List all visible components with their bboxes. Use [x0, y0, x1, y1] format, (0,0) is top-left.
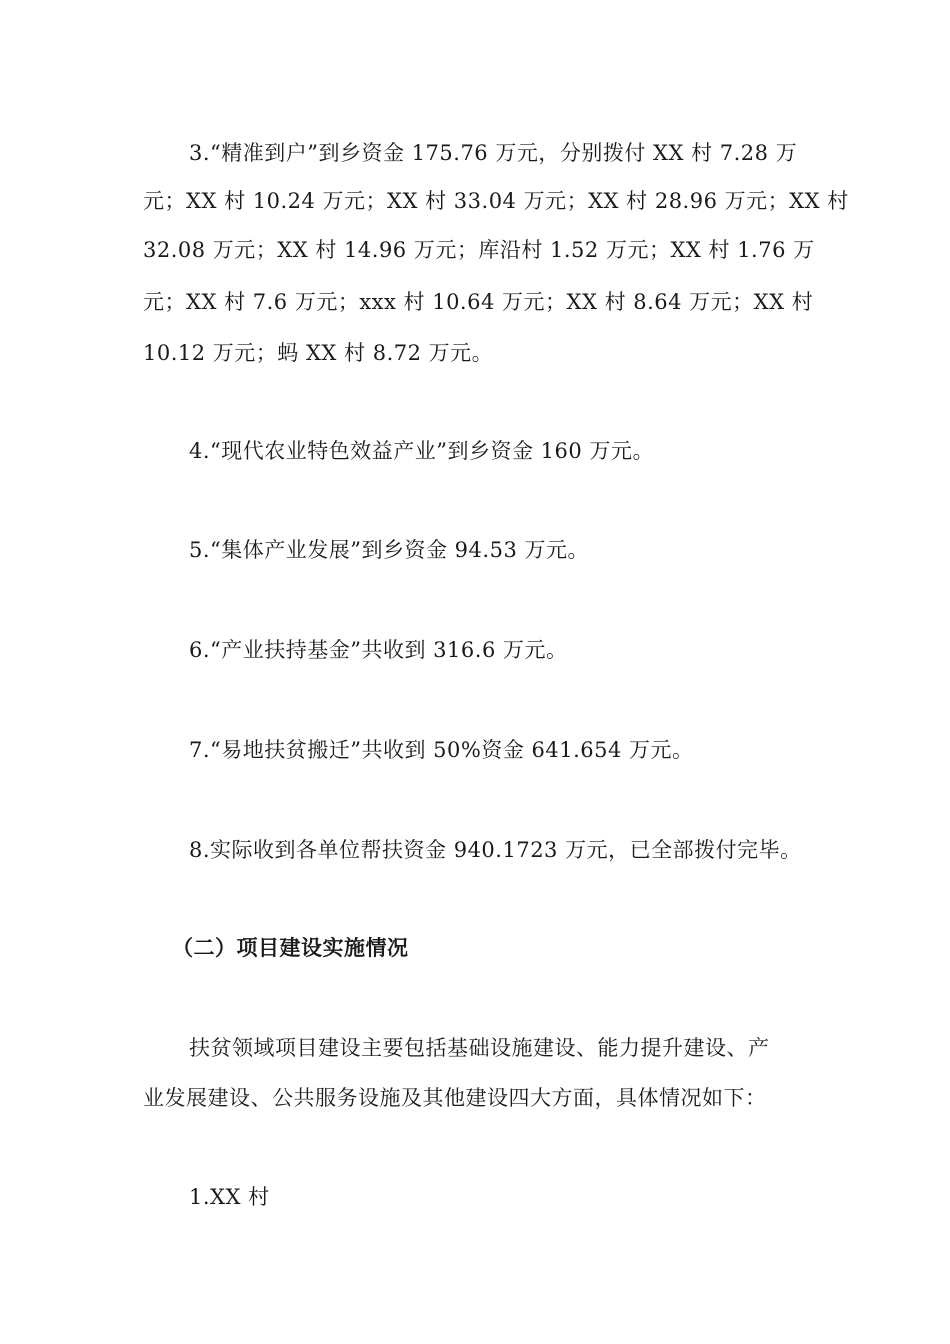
item-3-line-4: 元；XX 村 7.6 万元；xxx 村 10.64 万元；XX 村 8.64 万元；XX 村 [143, 290, 814, 314]
intro-line-2: 业发展建设、公共服务设施及其他建设四大方面，具体情况如下： [143, 1086, 767, 1110]
item-4: 4.“现代农业特色效益产业”到乡资金 160 万元。 [189, 439, 654, 463]
item-3-line-2: 元；XX 村 10.24 万元；XX 村 33.04 万元；XX 村 28.96 万元；XX 村 [143, 189, 849, 213]
item-3-line-3: 32.08 万元；XX 村 14.96 万元；库沿村 1.52 万元；XX 村 1.76 万 [143, 238, 815, 262]
item-7: 7.“易地扶贫搬迁”共收到 50%资金 641.654 万元。 [189, 738, 694, 762]
item-3-line-5: 10.12 万元；蚂 XX 村 8.72 万元。 [143, 341, 494, 365]
subitem-1: 1.XX 村 [189, 1185, 270, 1209]
item-8: 8.实际收到各单位帮扶资金 940.1723 万元，已全部拨付完毕。 [189, 838, 802, 862]
item-5: 5.“集体产业发展”到乡资金 94.53 万元。 [189, 538, 589, 562]
item-3-line-1: 3.“精准到户”到乡资金 175.76 万元，分别拨付 XX 村 7.28 万 [189, 141, 798, 165]
section-heading: （二）项目建设实施情况 [172, 935, 409, 960]
item-6: 6.“产业扶持基金”共收到 316.6 万元。 [189, 638, 568, 662]
intro-line-1: 扶贫领域项目建设主要包括基础设施建设、能力提升建设、产 [189, 1036, 770, 1060]
